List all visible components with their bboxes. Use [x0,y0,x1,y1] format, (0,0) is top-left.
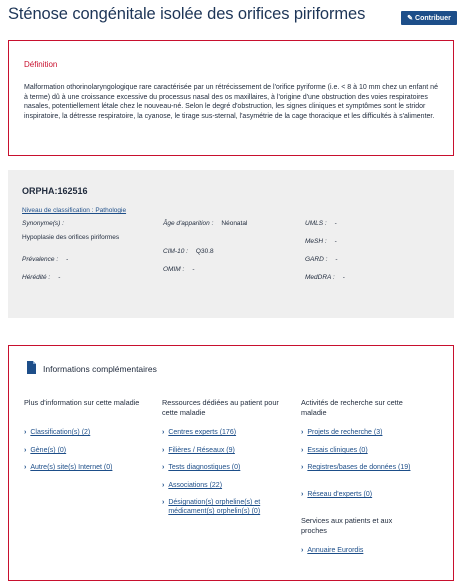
synonym-value: Hypoplasie des orifices piriformes [22,234,120,241]
definition-section [8,40,454,156]
cim10-field [163,248,214,255]
orpha-panel [8,170,454,318]
link-label: Centres experts (176) [168,429,237,436]
patient-resources-heading: Ressources dédiées au patient pour cette maladie [162,398,279,417]
networks-link[interactable] [162,446,235,455]
chevron-right-icon: › [301,464,304,471]
link-label: Annuaire Eurordis [307,547,364,554]
page-title: Sténose congénitale isolée des orifices piriformes [8,5,366,23]
chevron-right-icon: › [162,499,165,506]
link-label: Désignation(s) orpheline(s) et médicament(s) orphelin(s) (0) [168,499,261,515]
link-label: Réseau d'experts (0) [307,491,373,498]
diagnostic-tests-link[interactable] [162,463,240,472]
synonyms-label: Synonyme(s) : [22,220,64,227]
expert-centres-link[interactable] [162,428,236,437]
chevron-right-icon: › [162,447,165,454]
link-label: Associations (22) [168,482,223,489]
clinical-trials-link[interactable] [301,446,368,455]
cim10-label: CIM-10 : [163,248,188,255]
other-websites-link[interactable] [24,463,112,472]
prevalence-value: - [66,256,69,263]
link-label: Classification(s) (2) [30,429,91,436]
chevron-right-icon: › [301,447,304,454]
research-projects-link[interactable] [301,428,382,437]
link-label: Projets de recherche (3) [307,429,383,436]
link-label: Tests diagnostiques (0) [168,464,241,471]
patient-services-heading: Services aux patients et aux proches [301,516,393,535]
heredity-value: - [58,274,61,281]
research-heading: Activités de recherche sur cette maladie [301,398,403,417]
pencil-icon: ✎ [407,14,414,22]
chevron-right-icon: › [162,464,165,471]
meddra-label: MedDRA : [305,274,335,281]
chevron-right-icon: › [162,429,165,436]
gard-label: GARD : [305,256,328,263]
contribute-label: Contribuer [415,14,451,22]
additional-info-section [8,345,454,581]
link-label: Registres/bases de données (19) [307,464,411,471]
link-label: Filières / Réseaux (9) [168,447,235,454]
associations-link[interactable] [162,481,222,490]
umls-field [305,220,337,227]
prevalence-field [22,256,68,263]
orphan-designations-link[interactable] [162,498,292,516]
orpha-code: ORPHA:162516 [22,186,88,196]
chevron-right-icon: › [301,429,304,436]
onset-field [163,220,247,227]
cim10-value: Q30.8 [195,248,214,255]
omim-label: OMIM : [163,266,185,273]
genes-link[interactable] [24,446,66,455]
gard-field [305,256,338,263]
chevron-right-icon: › [301,547,304,554]
classification-level-link[interactable]: Niveau de classification : Pathologie [22,207,127,214]
contribute-button[interactable] [401,11,457,25]
additional-info-title: Informations complémentaires [43,364,157,374]
omim-value: - [192,266,195,273]
chevron-right-icon: › [24,464,27,471]
definition-text: Malformation othorinolaryngologique rare caractérisée par un rétrécissement de l'orifice pyriforme (i.e. < 8 à 10 mm chez un enfant né à terme) dû à une croissance excessive du processus nasal des os maxillaires, à l'origine d'une obstruction des voies respiratoires nasales, potentiellement létale chez le nouveau-né. Selon le degré d'obstruction, les signes cliniques et symptômes sont le stridor inspiratoire, la détresse respiratoire, la cyanose, le tirage sus-sternal, l'asymétrie de la cage thoracique et les difficultés à s'alimenter. [24,84,438,120]
meddra-value: - [342,274,345,281]
umls-value: - [334,220,337,227]
meddra-field [305,274,345,281]
prevalence-label: Prévalence : [22,256,59,263]
mesh-label: MeSH : [305,238,327,245]
gard-value: - [335,256,338,263]
eurordis-directory-link[interactable] [301,546,363,555]
registries-link[interactable] [301,463,431,472]
mesh-field [305,238,337,245]
onset-value: Néonatal [221,220,248,227]
link-label: Essais cliniques (0) [307,447,368,454]
synonyms-field [22,220,64,227]
link-label: Gène(s) (0) [30,447,67,454]
heredity-label: Hérédité : [22,274,51,281]
umls-label: UMLS : [305,220,327,227]
heredity-field [22,274,60,281]
document-icon [27,361,36,374]
onset-label: Âge d'apparition : [163,220,214,227]
chevron-right-icon: › [24,429,27,436]
classification-link[interactable] [24,428,90,437]
mesh-value: - [334,238,337,245]
expert-network-link[interactable] [301,490,372,499]
more-info-heading: Plus d'information sur cette maladie [24,398,140,407]
omim-field [163,266,194,273]
chevron-right-icon: › [162,482,165,489]
chevron-right-icon: › [24,447,27,454]
chevron-right-icon: › [301,491,304,498]
link-label: Autre(s) site(s) Internet (0) [30,464,113,471]
definition-title: Définition [24,60,58,69]
